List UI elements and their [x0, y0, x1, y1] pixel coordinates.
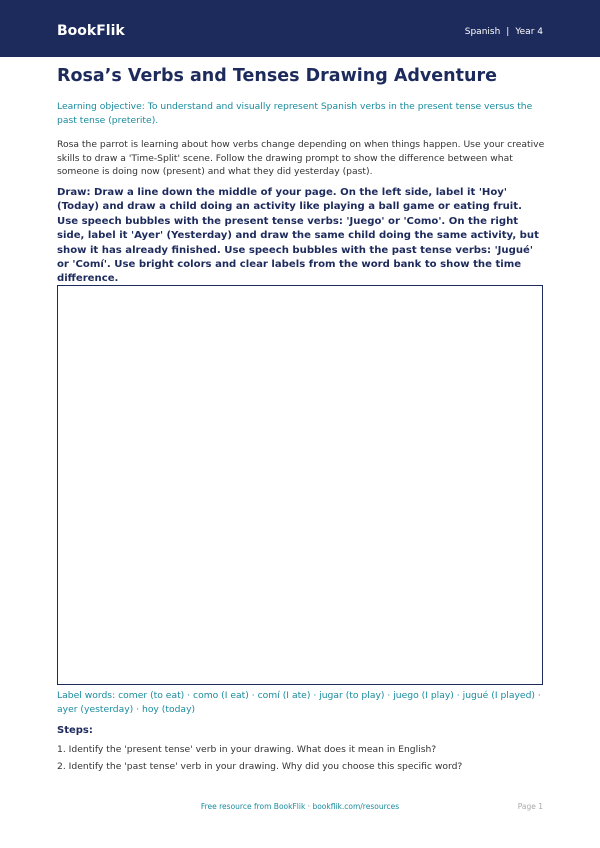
intro-paragraph: Rosa the parrot is learning about how verbs change depending on when things happen. Use your creative skills to draw a 'Time-Split' scene. Follow the drawing prompt to show the difference between what someone is doing now (present) and what they did yesterday (past). [57, 139, 545, 177]
drawing-prompt: Draw: Draw a line down the middle of your page. On the left side, label it 'Hoy' (Today) and draw a child doing an activity like playing a ball game or eating fruit. Use speech bubbles with the present tense verbs: 'Juego' or 'Como'. On the right side, label it 'Ayer' (Yesterday) and draw the same child doing the same activity, but show it has already finished. Use speech bubbles with the past tense verbs: 'Jugué' or 'Comí'. Use bright colors and clear labels from the word bank to show the time difference. [57, 187, 539, 285]
learning-objective: Learning objective: To understand and visually represent Spanish verbs in the present tense versus the past tense (preterite). [57, 101, 533, 126]
page-number: Page 1 [517, 802, 543, 811]
steps-heading: Steps: [57, 725, 93, 736]
year-label: Year 4 [515, 27, 543, 37]
page-title: Rosa’s Verbs and Tenses Drawing Adventure [57, 66, 497, 86]
drawing-area[interactable] [57, 285, 543, 685]
step-item: 2. Identify the 'past tense' verb in your drawing. Why did you choose this specific word? [57, 761, 463, 772]
header-bar [0, 0, 600, 57]
footer-link-text[interactable]: Free resource from BookFlik · bookflik.com/resources [200, 802, 400, 811]
header-meta [465, 27, 543, 37]
steps-list [57, 743, 545, 777]
step-item: 1. Identify the 'present tense' verb in your drawing. What does it mean in English? [57, 744, 437, 755]
brand-logo-text: BookFlik [57, 23, 125, 39]
word-bank: Label words: comer (to eat) · como (I eat) · comí (I ate) · jugar (to play) · juego (I play) · jugué (I played) · ayer (yesterday) · hoy (today) [57, 690, 541, 715]
subject-label: Spanish [464, 27, 501, 37]
header-separator: | [506, 27, 510, 37]
footer [0, 802, 600, 816]
